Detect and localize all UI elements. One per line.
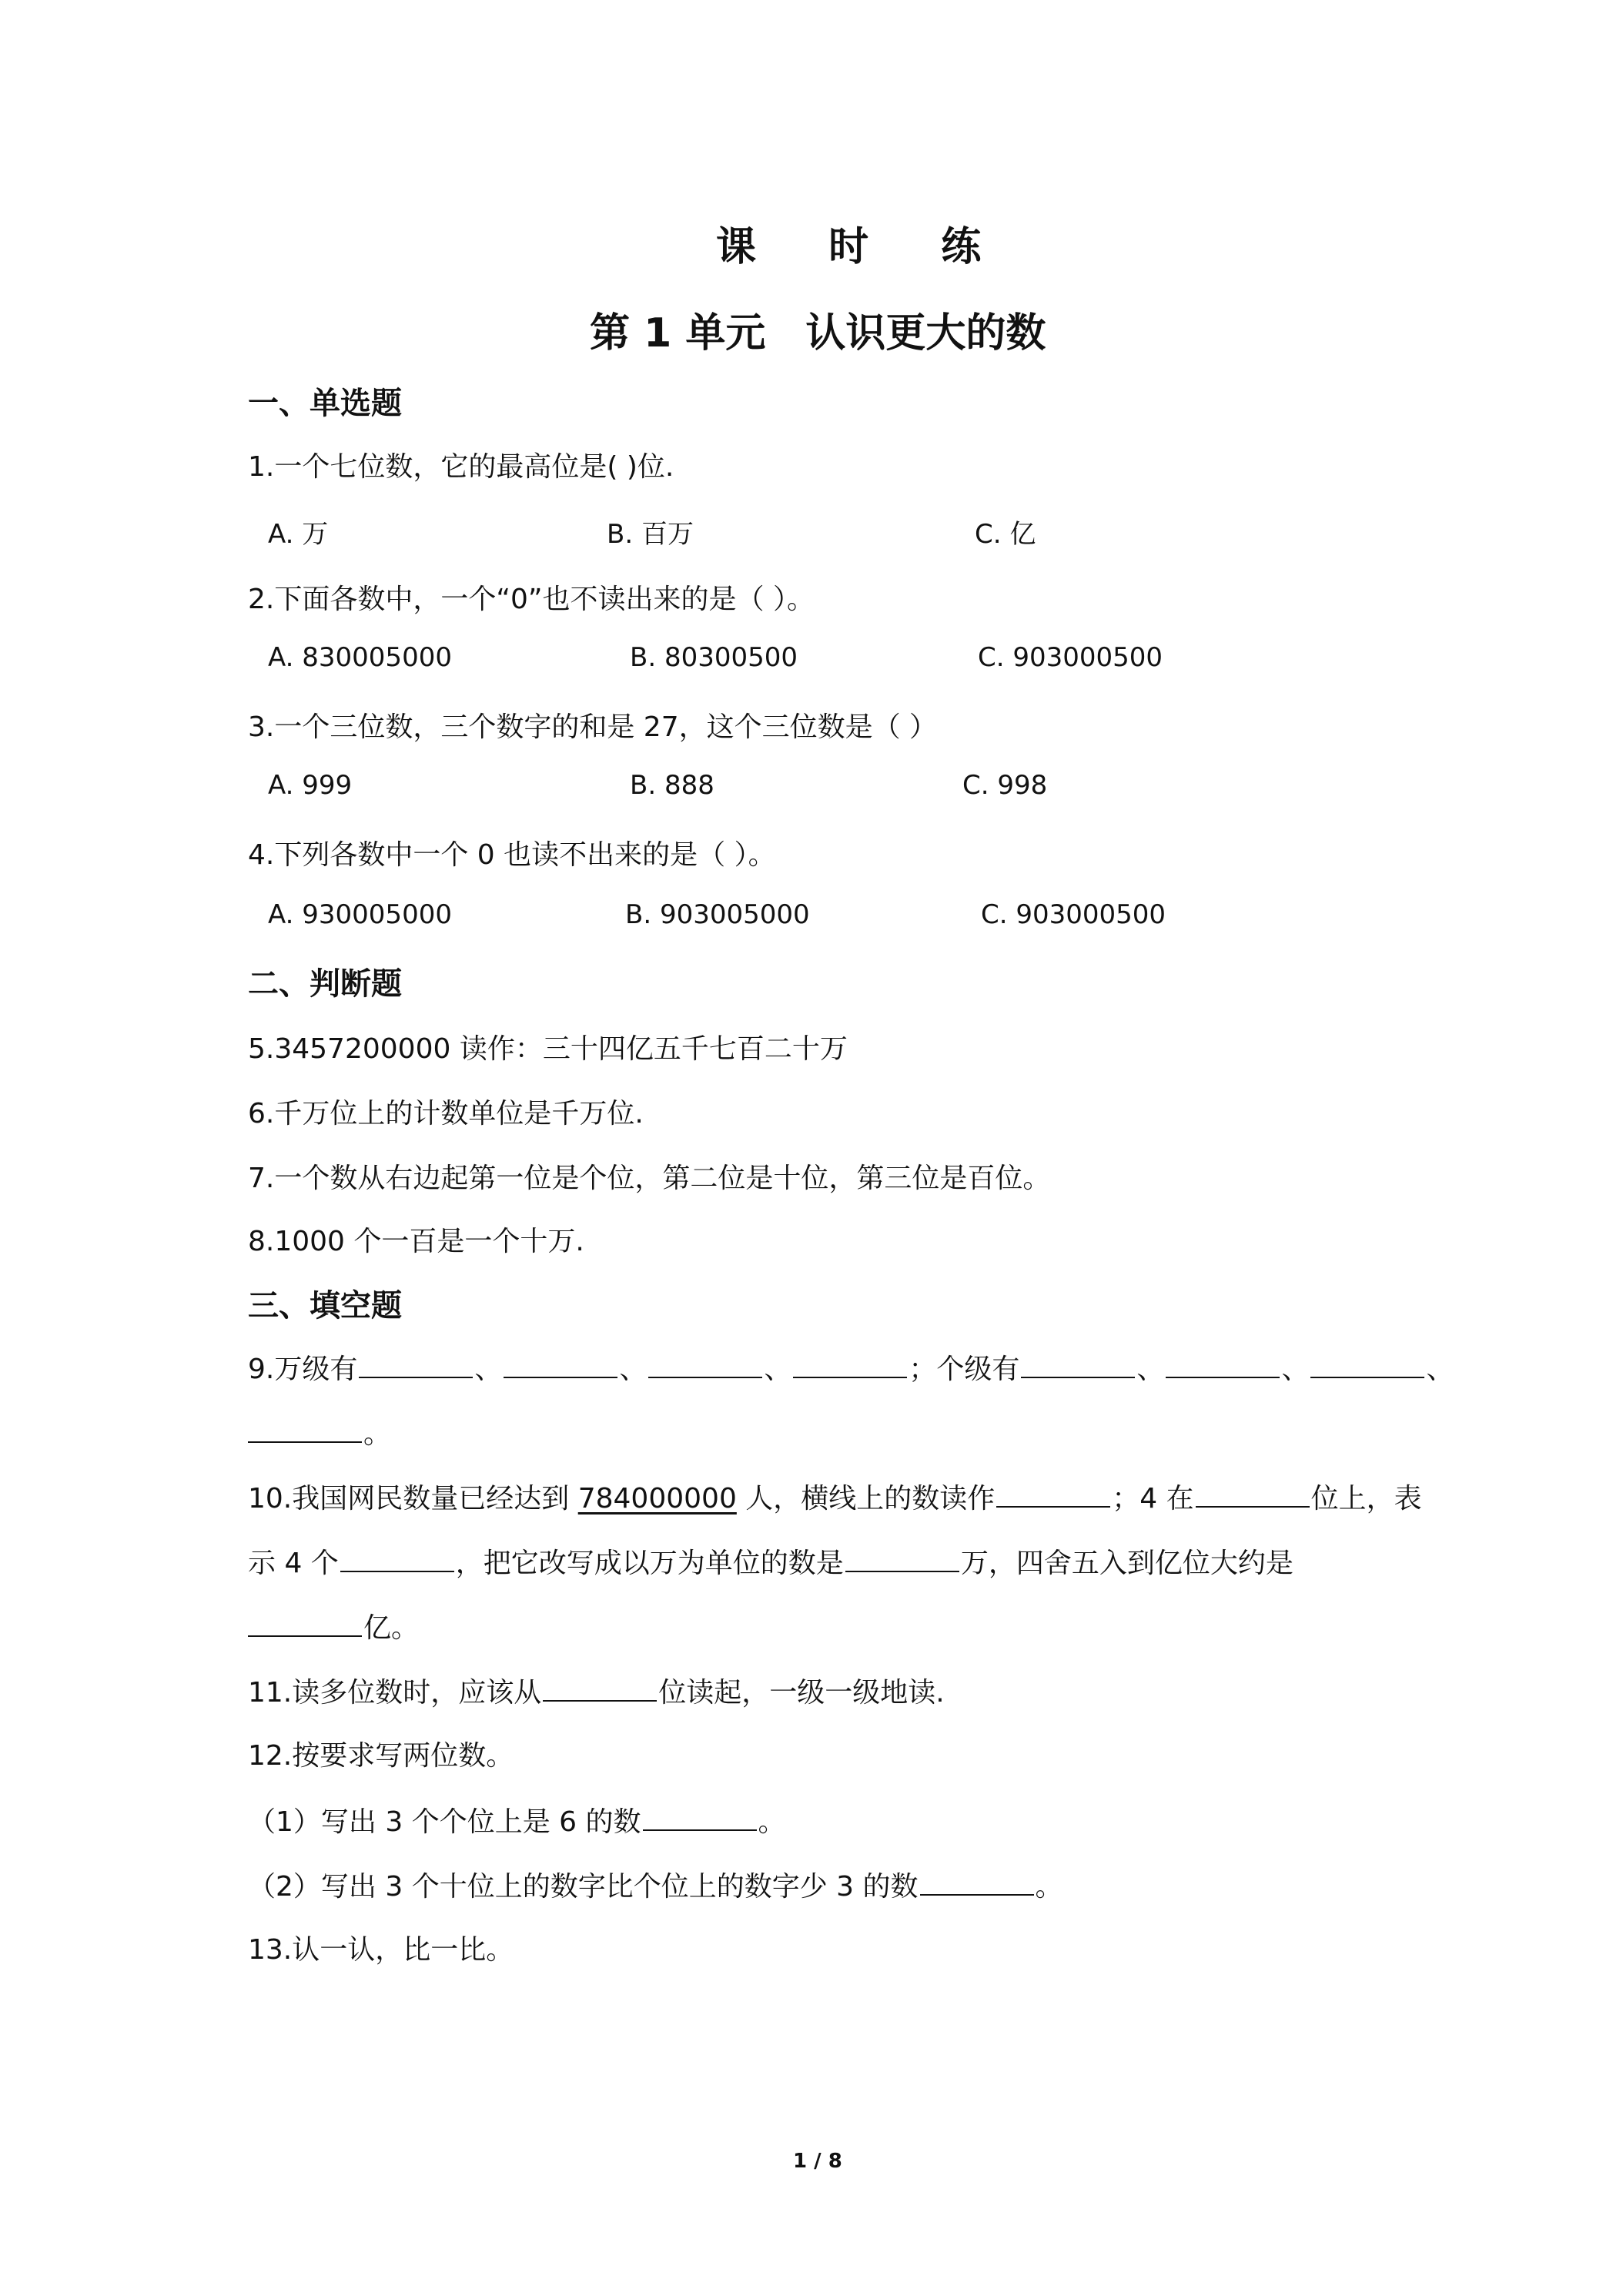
q1-option-b: B. 百万 bbox=[607, 519, 694, 550]
question-10-line-3: 亿。 bbox=[248, 1606, 419, 1645]
page-title: 课 时 练 bbox=[716, 224, 1011, 270]
section-heading-true-false: 二、判断题 bbox=[248, 966, 402, 1002]
question-7: 7.一个数从右边起第一位是个位，第二位是十位，第三位是百位。 bbox=[248, 1163, 1051, 1194]
page-number: 1 / 8 bbox=[793, 2150, 842, 2173]
answer-blank[interactable] bbox=[1021, 1354, 1135, 1378]
answer-blank[interactable] bbox=[1196, 1483, 1310, 1508]
answer-blank[interactable] bbox=[845, 1548, 959, 1572]
question-6: 6.千万位上的计数单位是千万位. bbox=[248, 1098, 644, 1130]
question-10: 10.我国网民数量已经达到 784000000 人，横线上的数读作 ；4 在 位上，表 bbox=[248, 1483, 1422, 1514]
answer-blank[interactable] bbox=[1166, 1354, 1280, 1378]
answer-blank[interactable] bbox=[996, 1483, 1110, 1508]
q3-option-c: C. 998 bbox=[962, 770, 1048, 801]
question-4: 4.下列各数中一个 0 也读不出来的是（ ）。 bbox=[248, 839, 776, 871]
q1-option-c: C. 亿 bbox=[975, 519, 1036, 550]
question-12-part-2: （2）写出 3 个十位上的数字比个位上的数字少 3 的数 。 bbox=[248, 1871, 1063, 1903]
answer-blank[interactable] bbox=[543, 1677, 657, 1702]
underlined-number: 784000000 bbox=[577, 1483, 737, 1514]
question-3: 3.一个三位数，三个数字的和是 27，这个三位数是（ ） bbox=[248, 711, 938, 743]
q4-option-a: A. 930005000 bbox=[268, 899, 452, 930]
q2-option-c: C. 903000500 bbox=[978, 642, 1163, 673]
answer-blank[interactable] bbox=[248, 1418, 362, 1443]
question-13: 13.认一认，比一比。 bbox=[248, 1934, 514, 1966]
question-11: 11.读多位数时，应该从 位读起，一级一级地读. bbox=[248, 1677, 945, 1709]
answer-blank[interactable] bbox=[1310, 1354, 1424, 1378]
section-heading-single-choice: 一、单选题 bbox=[248, 386, 402, 421]
q3-option-b: B. 888 bbox=[630, 770, 714, 801]
answer-blank[interactable] bbox=[359, 1354, 473, 1378]
q2-option-b: B. 80300500 bbox=[630, 642, 798, 673]
answer-blank[interactable] bbox=[248, 1612, 362, 1637]
unit-title: 第 1 单元 认识更大的数 bbox=[590, 310, 1046, 356]
question-8: 8.1000 个一百是一个十万. bbox=[248, 1226, 584, 1257]
question-5: 5.3457200000 读作：三十四亿五千七百二十万 bbox=[248, 1033, 848, 1065]
section-heading-fill-blank: 三、填空题 bbox=[248, 1288, 402, 1324]
answer-blank[interactable] bbox=[340, 1548, 454, 1572]
question-12-part-1: （1）写出 3 个个位上是 6 的数 。 bbox=[248, 1806, 786, 1838]
question-12: 12.按要求写两位数。 bbox=[248, 1740, 514, 1772]
question-9: 9.万级有 、 、 、 ；个级有 、 、 、 bbox=[248, 1354, 1454, 1385]
q2-option-a: A. 830005000 bbox=[268, 642, 452, 673]
q3-option-a: A. 999 bbox=[268, 770, 353, 801]
question-2: 2.下面各数中，一个“0”也不读出来的是（ ）。 bbox=[248, 584, 815, 615]
answer-blank[interactable] bbox=[920, 1871, 1034, 1896]
answer-blank[interactable] bbox=[504, 1354, 617, 1378]
q4-option-b: B. 903005000 bbox=[625, 899, 810, 930]
answer-blank[interactable] bbox=[643, 1806, 757, 1831]
question-10-line-2: 示 4 个 ，把它改写成以万为单位的数是 万，四舍五入到亿位大约是 bbox=[248, 1548, 1293, 1579]
question-9-line-2: 。 bbox=[248, 1412, 391, 1451]
question-1: 1.一个七位数，它的最高位是( )位. bbox=[248, 451, 674, 483]
answer-blank[interactable] bbox=[793, 1354, 907, 1378]
q1-option-a: A. 万 bbox=[268, 519, 329, 550]
q4-option-c: C. 903000500 bbox=[981, 899, 1166, 930]
answer-blank[interactable] bbox=[648, 1354, 762, 1378]
